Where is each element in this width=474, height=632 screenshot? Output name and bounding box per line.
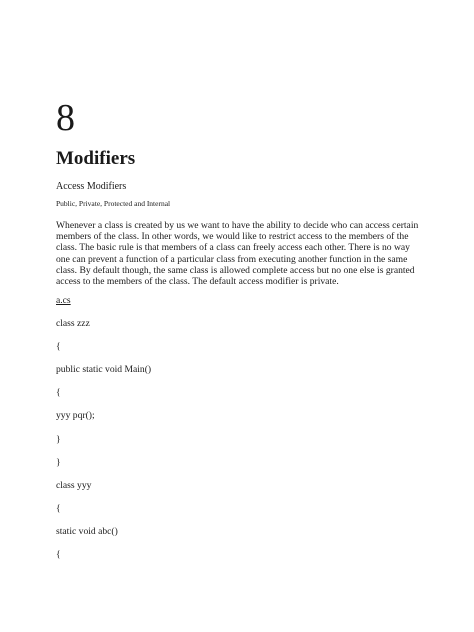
code-line: public static void Main() xyxy=(56,364,152,376)
code-line: static void abc() xyxy=(56,525,118,537)
code-listing xyxy=(56,295,151,572)
code-line: { xyxy=(56,387,61,399)
code-line: class yyy xyxy=(56,479,92,491)
section-subheading: Public, Private, Protected and Internal xyxy=(56,199,171,208)
code-line: class zzz xyxy=(56,318,90,330)
code-line: } xyxy=(56,433,61,445)
code-filename-link[interactable]: a.cs xyxy=(56,295,71,306)
code-line: { xyxy=(56,549,61,561)
code-line: { xyxy=(56,502,61,514)
code-line: { xyxy=(56,341,61,353)
chapter-title: Modifiers xyxy=(56,148,136,169)
body-paragraph: Whenever a class is created by us we want to have the ability to decide who can access certain members of the class. In other words, we would like to restrict access to the members of the class. The basic rule is that members of a class can freely access each other. There is no way one can prevent a function of a particular class from executing another function in the same class. By default though, the same class is allowed complete access but no one else is granted access to the members of the class. The default access modifier is private. xyxy=(56,220,419,288)
section-heading: Access Modifiers xyxy=(56,181,127,192)
code-line: yyy pqr(); xyxy=(56,410,95,422)
chapter-number: 8 xyxy=(56,97,75,139)
code-line: } xyxy=(56,456,61,468)
